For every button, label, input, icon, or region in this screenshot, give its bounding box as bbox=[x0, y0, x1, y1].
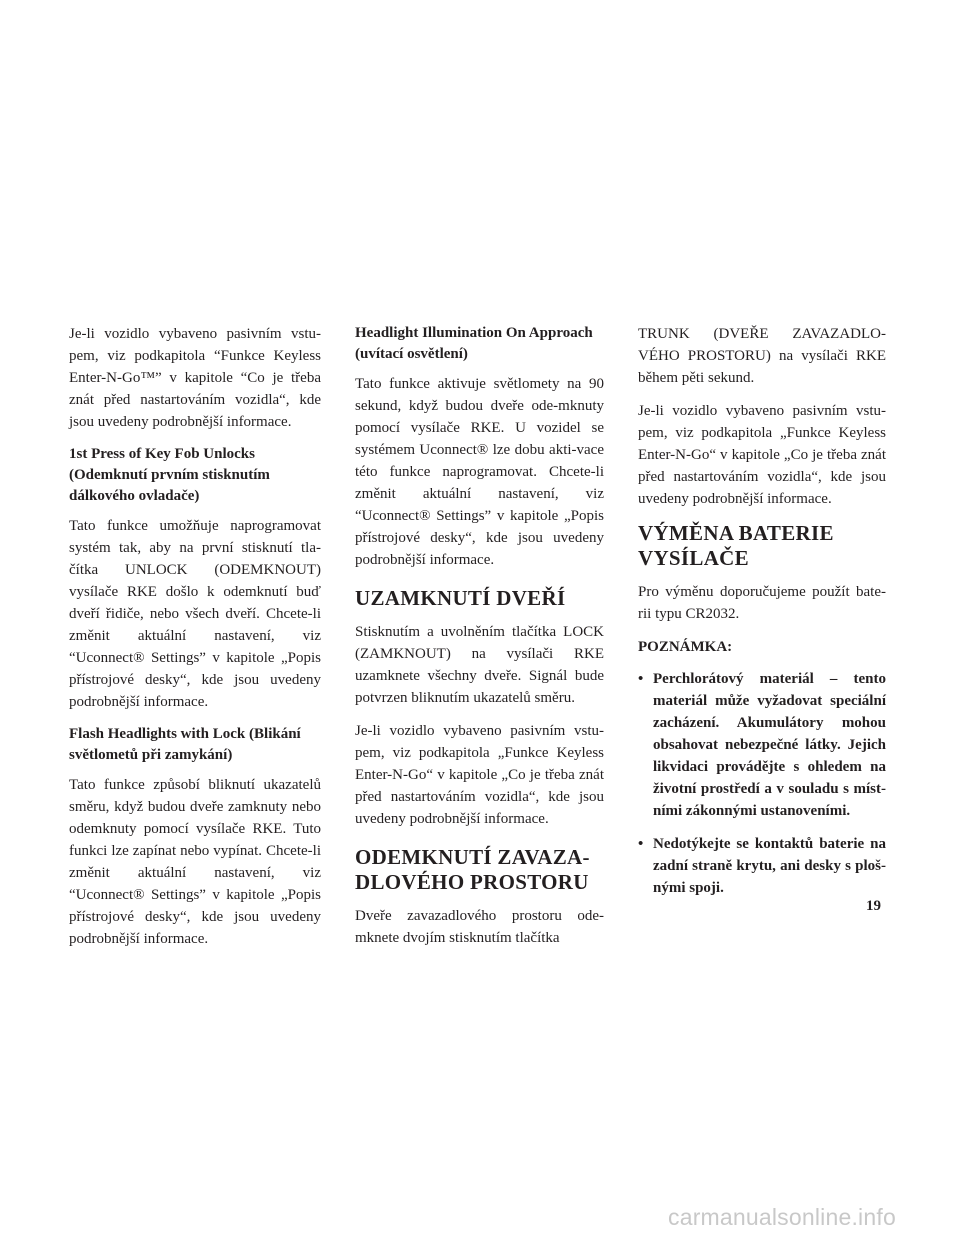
list-item-text: Perchlorátový materiál – tento materiál může vyžadovat speciální zacházení. Akumulátory mohou obsahovat nebezpečné látky. Jejich likvidaci provádějte s ohledem na životní prostředí a v souladu s míst-ními zákonnými ustanoveními. bbox=[653, 671, 886, 819]
trunk-unlock-section-title: ODEMKNUTÍ ZAVAZA-DLOVÉHO PROSTORU bbox=[355, 845, 590, 894]
passive-entry-paragraph-2: Je-li vozidlo vybaveno pasivním vstu-pem, viz podkapitola „Funkce Keyless Enter-N-Go“ v kapitole „Co je třeba znát před nastartováním vozidla“, kde jsou uvedeny podrobnější informace. bbox=[638, 403, 886, 507]
column-right bbox=[638, 323, 886, 910]
flash-headlights-heading: Flash Headlights with Lock (Blikání světlometů při zamykání) bbox=[69, 726, 301, 763]
first-press-heading: 1st Press of Key Fob Unlocks (Odemknutí prvním stisknutím dálkového ovladače) bbox=[69, 446, 270, 504]
list-item-text: Nedotýkejte se kontaktů baterie na zadní straně krytu, ani desky s ploš-nými spoji. bbox=[653, 836, 886, 896]
bullet-icon: • bbox=[638, 671, 644, 687]
warning-list bbox=[638, 668, 886, 899]
trunk-unlock-paragraph: Dveře zavazadlového prostoru ode-mknete dvojím stisknutím tlačítka bbox=[355, 908, 604, 946]
door-lock-section-title: UZAMKNUTÍ DVEŘÍ bbox=[355, 586, 566, 610]
flash-headlights-paragraph: Tato funkce způsobí bliknutí ukazatelů směru, když budou dveře zamknuty nebo odemknuty pomocí vysílače RKE. Tuto funkci lze zapínat nebo vypínat. Chcete-li změnit aktuální nastavení, viz “Uconnect® Settings” v kapitole „Popis přístrojové desky“, kde jsou uvedeny podrobnější informace. bbox=[69, 777, 321, 947]
first-press-paragraph: Tato funkce umožňuje naprogramovat systém tak, aby na první stisknutí tla-čítka UNLOCK (ODEMKNOUT) vysílače RKE došlo k odemknutí buď dveří řidiče, nebo všech dveří. Chcete-li změnit aktuální nastavení, viz “Uconnect® Settings” v kapitole „Popis přístrojové desky“, kde jsou uvedeny podrobnější informace. bbox=[69, 518, 321, 710]
headlight-illumination-heading: Headlight Illumination On Approach (uvítací osvětlení) bbox=[355, 325, 593, 362]
list-item bbox=[638, 668, 886, 822]
page-number: 19 bbox=[866, 898, 881, 914]
headlight-illumination-paragraph: Tato funkce aktivuje světlomety na 90 sekund, když budou dveře ode-mknuty pomocí vysílače RKE. U vozidel se systémem Uconnect® lze dobu akti-vace této funkce naprogramovat. Chcete-li změnit aktuální nastavení, viz “Uconnect® Settings” v kapitole „Popis přístrojové desky“, kde jsou uvedeny podrobnější informace. bbox=[355, 376, 604, 568]
column-left bbox=[69, 323, 321, 961]
note-label: POZNÁMKA: bbox=[638, 639, 733, 655]
door-lock-paragraph: Stisknutím a uvolněním tlačítka LOCK (ZAMKNOUT) na vysílači RKE uzamknete všechny dveře. Signál bude potvrzen bliknutím ukazatelů směru. bbox=[355, 624, 604, 706]
list-item bbox=[638, 833, 886, 899]
intro-paragraph: Je-li vozidlo vybaveno pasivním vstu-pem, viz podkapitola “Funkce Keyless Enter-N-Go™” v kapitole “Co je třeba znát před nastartováním vozidla“, kde jsou uvedeny podrobnější informace. bbox=[69, 326, 321, 430]
watermark-text: carmanualsonline.info bbox=[668, 1204, 896, 1230]
passive-entry-paragraph: Je-li vozidlo vybaveno pasivním vstu-pem, viz podkapitola „Funkce Keyless Enter-N-Go“ v kapitole „Co je třeba znát před nastartováním vozidla“, kde jsou uvedeny podrobnější informace. bbox=[355, 723, 604, 827]
battery-paragraph: Pro výměnu doporučujeme použít bate-rii typu CR2032. bbox=[638, 584, 886, 622]
column-middle bbox=[355, 323, 604, 960]
trunk-unlock-continued: TRUNK (DVEŘE ZAVAZADLO-VÉHO PROSTORU) na vysílači RKE během pěti sekund. bbox=[638, 326, 886, 386]
battery-replacement-section-title: VÝMĚNA BATERIE VYSÍLAČE bbox=[638, 521, 834, 570]
bullet-icon: • bbox=[638, 836, 644, 852]
